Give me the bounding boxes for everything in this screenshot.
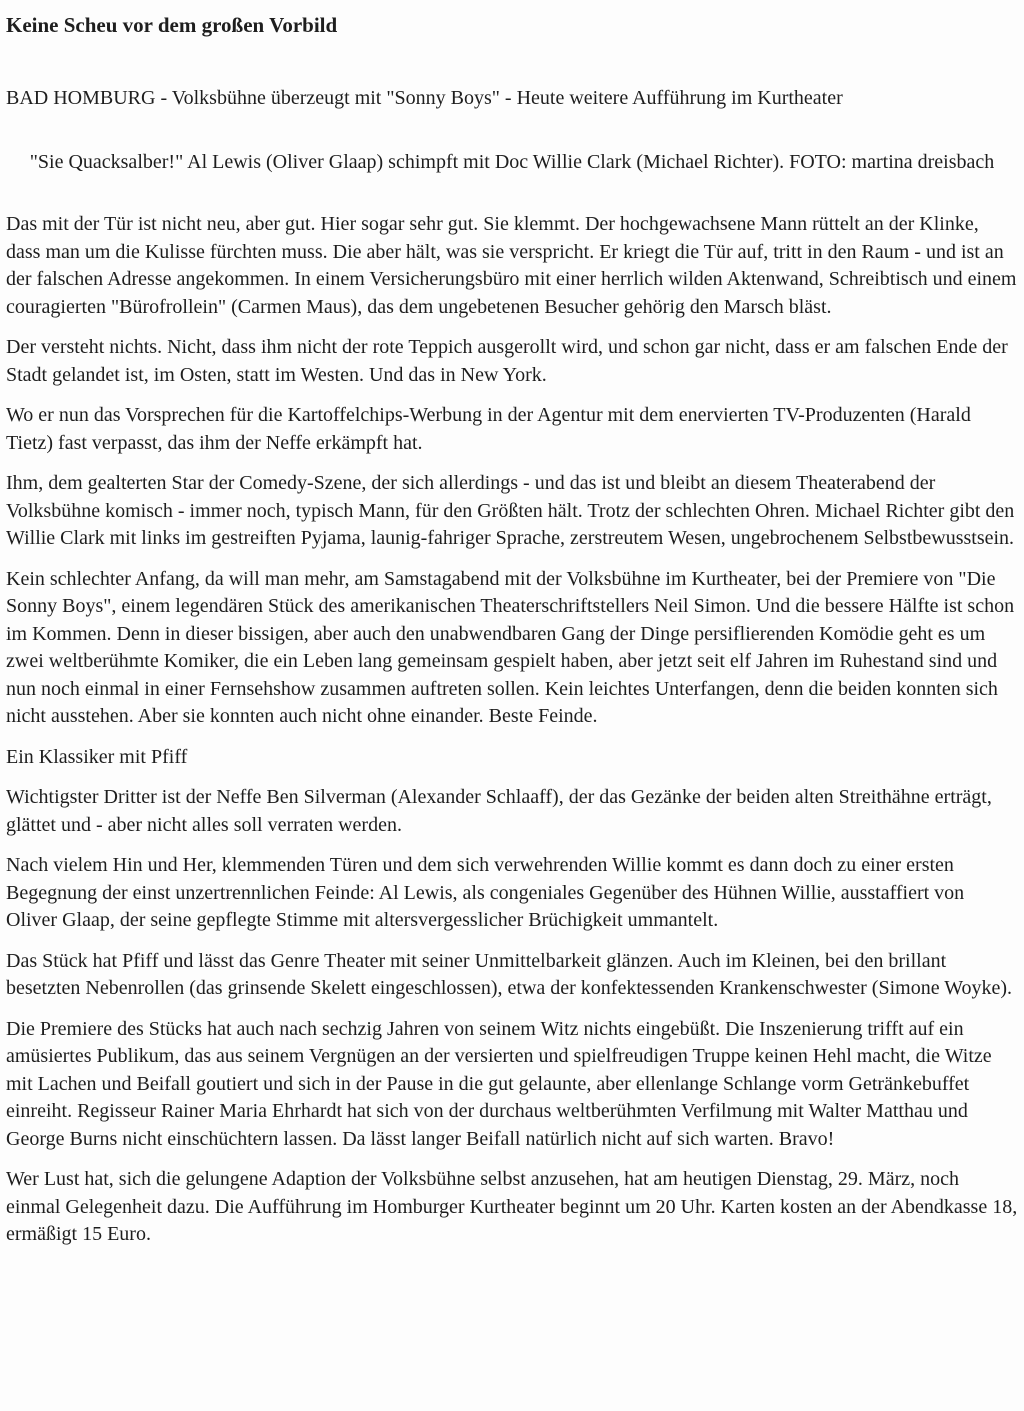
article-paragraph: Wer Lust hat, sich die gelungene Adaption der Volksbühne selbst anzusehen, hat am heutigen Dienstag, 29. März, noch einmal Gelegenheit dazu. Die Aufführung im Homburger Kurtheater beginnt um 20 Uhr. Karten kosten an der Abendkasse 18, ermäßigt 15 Euro. <box>6 1168 1018 1245</box>
newspaper-article <box>4 12 1020 1249</box>
article-headline: Keine Scheu vor dem großen Vorbild <box>6 13 338 37</box>
photo-caption: "Sie Quacksalber!" Al Lewis (Oliver Glaap) schimpft mit Doc Willie Clark (Michael Richter). FOTO: martina dreisbach <box>29 151 995 173</box>
article-paragraph: Der versteht nichts. Nicht, dass ihm nicht der rote Teppich ausgerollt wird, und schon gar nicht, dass er am falschen Ende der Stadt gelandet ist, im Osten, statt im Westen. Und das in New York. <box>6 336 1008 386</box>
article-subheading: Ein Klassiker mit Pfiff <box>6 745 188 768</box>
article-paragraph: Nach vielem Hin und Her, klemmenden Türen und dem sich verwehrenden Willie kommt es dann doch zu einer ersten Begegnung der einst unzertrennlichen Feinde: Al Lewis, als congeniales Gegenüber des Hühnen Willie, ausstaffiert von Oliver Glaap, der seine gepflegte Stimme mit altersvergesslicher Brüchigkeit ummantelt. <box>6 854 965 931</box>
article-paragraph: Kein schlechter Anfang, da will man mehr, am Samstagabend mit der Volksbühne im Kurtheater, bei der Premiere von "Die Sonny Boys", einem legendären Stück des amerikanischen Theaterschriftstellers Neil Simon. Und die bessere Hälfte ist schon im Kommen. Denn in dieser bissigen, aber auch den unabwendbaren Gang der Dinge persiflierenden Komödie geht es um zwei weltberühmte Komiker, die ein Leben lang gemeinsam gespielt haben, aber jetzt seit elf Jahren im Ruhestand sind und nun noch einmal in einer Fernsehshow zusammen auftreten sollen. Kein leichtes Unterfangen, denn die beiden konnten sich nicht ausstehen. Aber sie konnten auch nicht ohne einander. Beste Feinde. <box>6 567 1015 727</box>
article-dateline: BAD HOMBURG - Volksbühne überzeugt mit "Sonny Boys" - Heute weitere Aufführung im Kurtheater <box>6 87 843 109</box>
article-paragraph: Wichtigster Dritter ist der Neffe Ben Silverman (Alexander Schlaaff), der das Gezänke der beiden alten Streithähne erträgt, glättet und - aber nicht alles soll verraten werden. <box>6 786 992 836</box>
article-paragraph: Das mit der Tür ist nicht neu, aber gut. Hier sogar sehr gut. Sie klemmt. Der hochgewachsene Mann rüttelt an der Klinke, dass man um die Kulisse fürchten muss. Die aber hält, was sie verspricht. Er kriegt die Tür auf, tritt in den Raum - und ist an der falschen Adresse angekommen. In einem Versicherungsbüro mit einer herrlich wilden Aktenwand, Schreibtisch und einem couragierten "Bürofrollein" (Carmen Maus), das dem ungebetenen Besucher gehörig den Marsch bläst. <box>6 213 1017 318</box>
article-paragraph: Die Premiere des Stücks hat auch nach sechzig Jahren von seinem Witz nichts eingebüßt. Die Inszenierung trifft auf ein amüsiertes Publikum, das aus seinem Vergnügen an der versierten und spielfreudigen Truppe keinen Hehl macht, die Witze mit Lachen und Beifall goutiert und sich in der Pause in die gut gelaunte, aber ellenlange Schlange vorm Getränkebuffet einreiht. Regisseur Rainer Maria Ehrhardt hat sich von der durchaus weltberühmten Verfilmung mit Walter Matthau und George Burns nicht einschüchtern lassen. Da lässt langer Beifall natürlich nicht auf sich warten. Bravo! <box>6 1017 992 1150</box>
article-paragraph: Das Stück hat Pfiff und lässt das Genre Theater mit seiner Unmittelbarkeit glänzen. Auch im Kleinen, bei den brillant besetzten Nebenrollen (das grinsende Skelett eingeschlossen), etwa der konfektessenden Krankenschwester (Simone Woyke). <box>6 949 1013 999</box>
article-paragraph: Ihm, dem gealterten Star der Comedy-Szene, der sich allerdings - und das ist und bleibt an diesem Theaterabend der Volksbühne komisch - immer noch, typisch Mann, für den Größten hält. Trotz der schlechten Ohren. Michael Richter gibt den Willie Clark mit links im gestreiften Pyjama, launig-fahriger Sprache, zerstreutem Wesen, ungebrochenem Selbstbewusstsein. <box>6 472 1015 549</box>
article-paragraph: Wo er nun das Vorsprechen für die Kartoffelchips-Werbung in der Agentur mit dem enervierten TV-Produzenten (Harald Tietz) fast verpasst, das ihm der Neffe erkämpft hat. <box>6 404 971 454</box>
